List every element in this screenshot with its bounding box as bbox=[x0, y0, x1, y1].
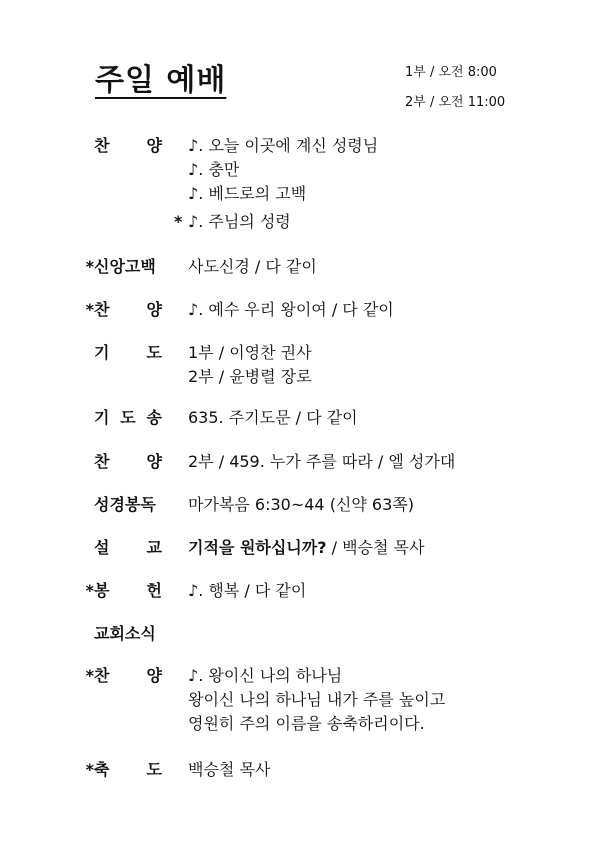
hymn-line: 영원히 주의 이름을 송축하리이다. bbox=[188, 714, 425, 733]
star-mark: * bbox=[85, 760, 94, 779]
item-label: 찬 양 bbox=[94, 666, 162, 685]
star-mark: * bbox=[85, 666, 94, 685]
item-label: 축 도 bbox=[94, 760, 162, 779]
prayer-line: 1부 / 이영찬 권사 bbox=[188, 343, 312, 362]
hymn-line-starred: * ♪. 주님의 성령 bbox=[188, 210, 568, 234]
star-mark: * bbox=[174, 212, 183, 231]
item-label: 봉 헌 bbox=[94, 581, 162, 600]
service-time-2: 2부 / 오전 11:00 bbox=[405, 95, 506, 110]
item-content bbox=[188, 536, 568, 560]
item-content: ♪. 행복 / 다 같이 bbox=[188, 581, 307, 600]
star-mark: * bbox=[85, 581, 94, 600]
star-mark: * bbox=[85, 257, 94, 276]
item-label: 찬 양 bbox=[94, 136, 162, 155]
sermon-title: 기적을 원하십니까? bbox=[188, 538, 327, 557]
item-label: 신앙고백 bbox=[94, 257, 156, 276]
item-label: 성경봉독 bbox=[94, 495, 156, 514]
service-time-1: 1부 / 오전 8:00 bbox=[405, 65, 497, 80]
item-label: 교회소식 bbox=[94, 624, 156, 643]
item-content: 635. 주기도문 / 다 같이 bbox=[188, 408, 358, 427]
item-content: 사도신경 / 다 같이 bbox=[188, 257, 317, 276]
item-content: 마가복음 6:30~44 (신약 63쪽) bbox=[188, 495, 414, 514]
page-title: 주일 예배 bbox=[95, 63, 227, 98]
item-label: 찬 양 bbox=[94, 300, 162, 319]
hymn-line: 왕이신 나의 하나님 내가 주를 높이고 bbox=[188, 690, 446, 709]
item-content bbox=[188, 341, 568, 389]
item-content: 백승철 목사 bbox=[188, 760, 271, 779]
item-label: 찬 양 bbox=[94, 452, 162, 471]
hymn-line: ♪. 충만 bbox=[188, 160, 240, 179]
item-label: 기 도 bbox=[94, 343, 162, 362]
sermon-preacher: / 백승철 목사 bbox=[326, 538, 425, 557]
star-mark: * bbox=[85, 300, 94, 319]
service-times bbox=[405, 58, 505, 118]
item-label: 설 교 bbox=[94, 538, 162, 557]
item-content: 2부 / 459. 누가 주를 따라 / 엘 성가대 bbox=[188, 452, 456, 471]
item-content bbox=[188, 664, 568, 736]
hymn-line: ♪. 베드로의 고백 bbox=[188, 184, 307, 203]
hymn-line: ♪. 오늘 이곳에 계신 성령님 bbox=[188, 136, 379, 155]
hymn-line: ♪. 왕이신 나의 하나님 bbox=[188, 666, 343, 685]
item-content: ♪. 예수 우리 왕이여 / 다 같이 bbox=[188, 300, 394, 319]
item-content bbox=[174, 134, 568, 234]
prayer-line: 2부 / 윤병렬 장로 bbox=[188, 367, 312, 386]
item-label: 기 도 송 bbox=[94, 408, 162, 427]
